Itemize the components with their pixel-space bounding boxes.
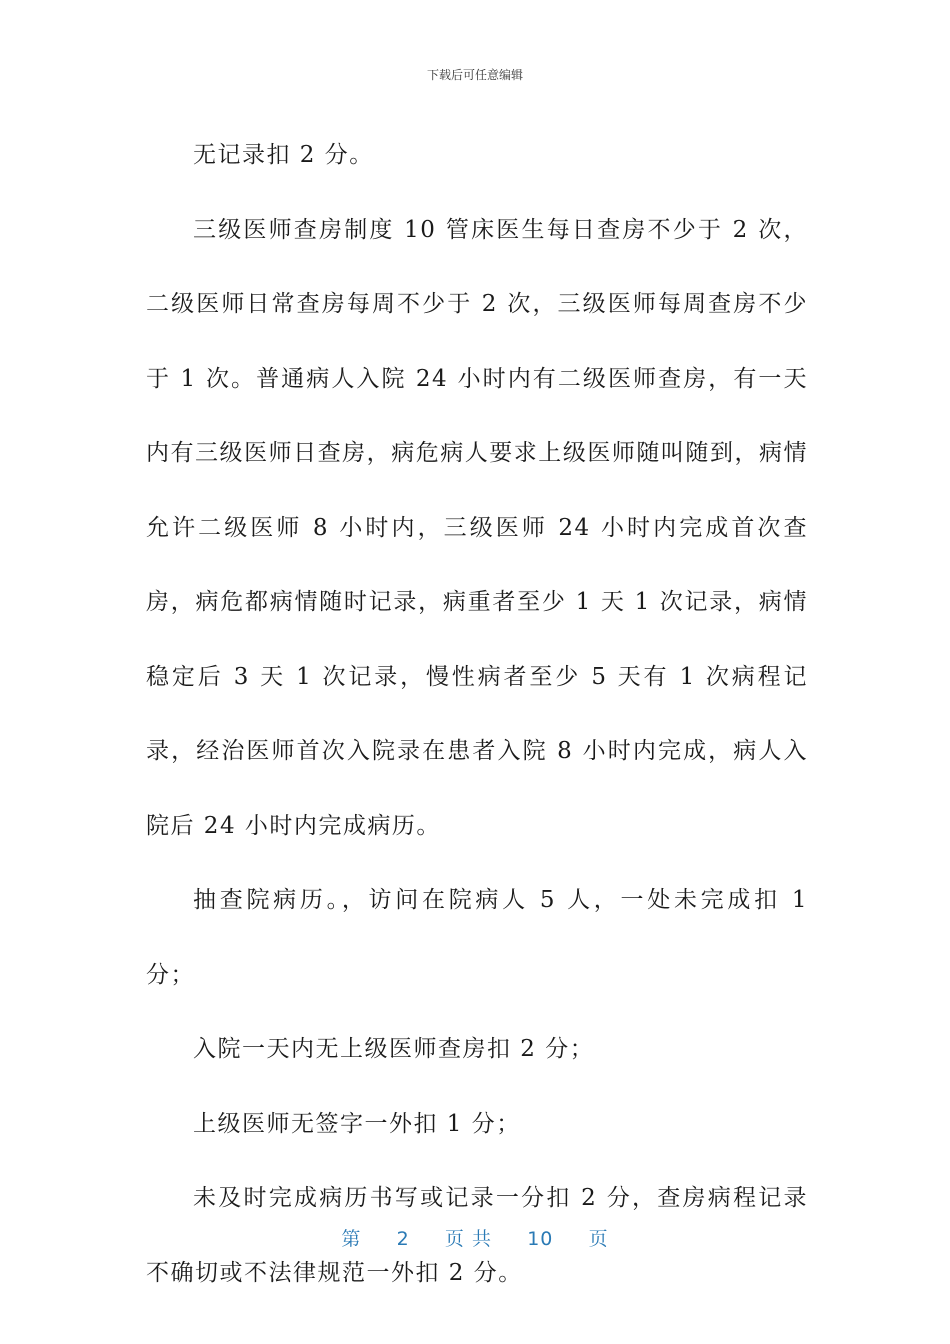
paragraph-4: 入院一天内无上级医师查房扣 2 分； (193, 1036, 595, 1062)
footer-page-number: 2 (396, 1228, 410, 1250)
paragraph-2: 三级医师查房制度 10 管床医生每日查房不少于 2 次，二级医师日常查房每周不少于 2 次，三级医师每周查房不少于 1 次。普通病人入院 24 小时内有二级医师查房，有一天内有三级医师日查房，病危病人要求上级医师随叫随到，病情允许二级医师 8 小时内，三级医师 24 小时内完成首次查房，病危都病情随时记录，病重者至少 1 天 1 次记录，病情稳定后 3 天 1 次记录，慢性病者至少 5 天有 1 次病程记录，经治医师首次入院录在患者入院 8 小时内完成，病人入院后 24 小时内完成病历。 (146, 216, 808, 839)
document-body (146, 118, 808, 1310)
footer-prefix: 第 (341, 1228, 362, 1250)
paragraph-5: 上级医师无签字一外扣 1 分； (193, 1110, 521, 1137)
footer-middle: 页 共 (444, 1228, 492, 1250)
paragraph-3: 抽查院病历。，访问在院病人 5 人，一处未完成扣 1 分； (146, 887, 808, 988)
footer-total-pages: 10 (527, 1228, 554, 1250)
page-header: 下载后可任意编辑 (426, 68, 523, 82)
footer-suffix: 页 (588, 1228, 609, 1250)
paragraph-6: 未及时完成病历书写或记录一分扣 2 分，查房病程记录不确切或不法律规范一外扣 2 分。 (146, 1185, 808, 1286)
page-footer (0, 1224, 950, 1251)
paragraph-1: 无记录扣 2 分。 (193, 142, 374, 168)
